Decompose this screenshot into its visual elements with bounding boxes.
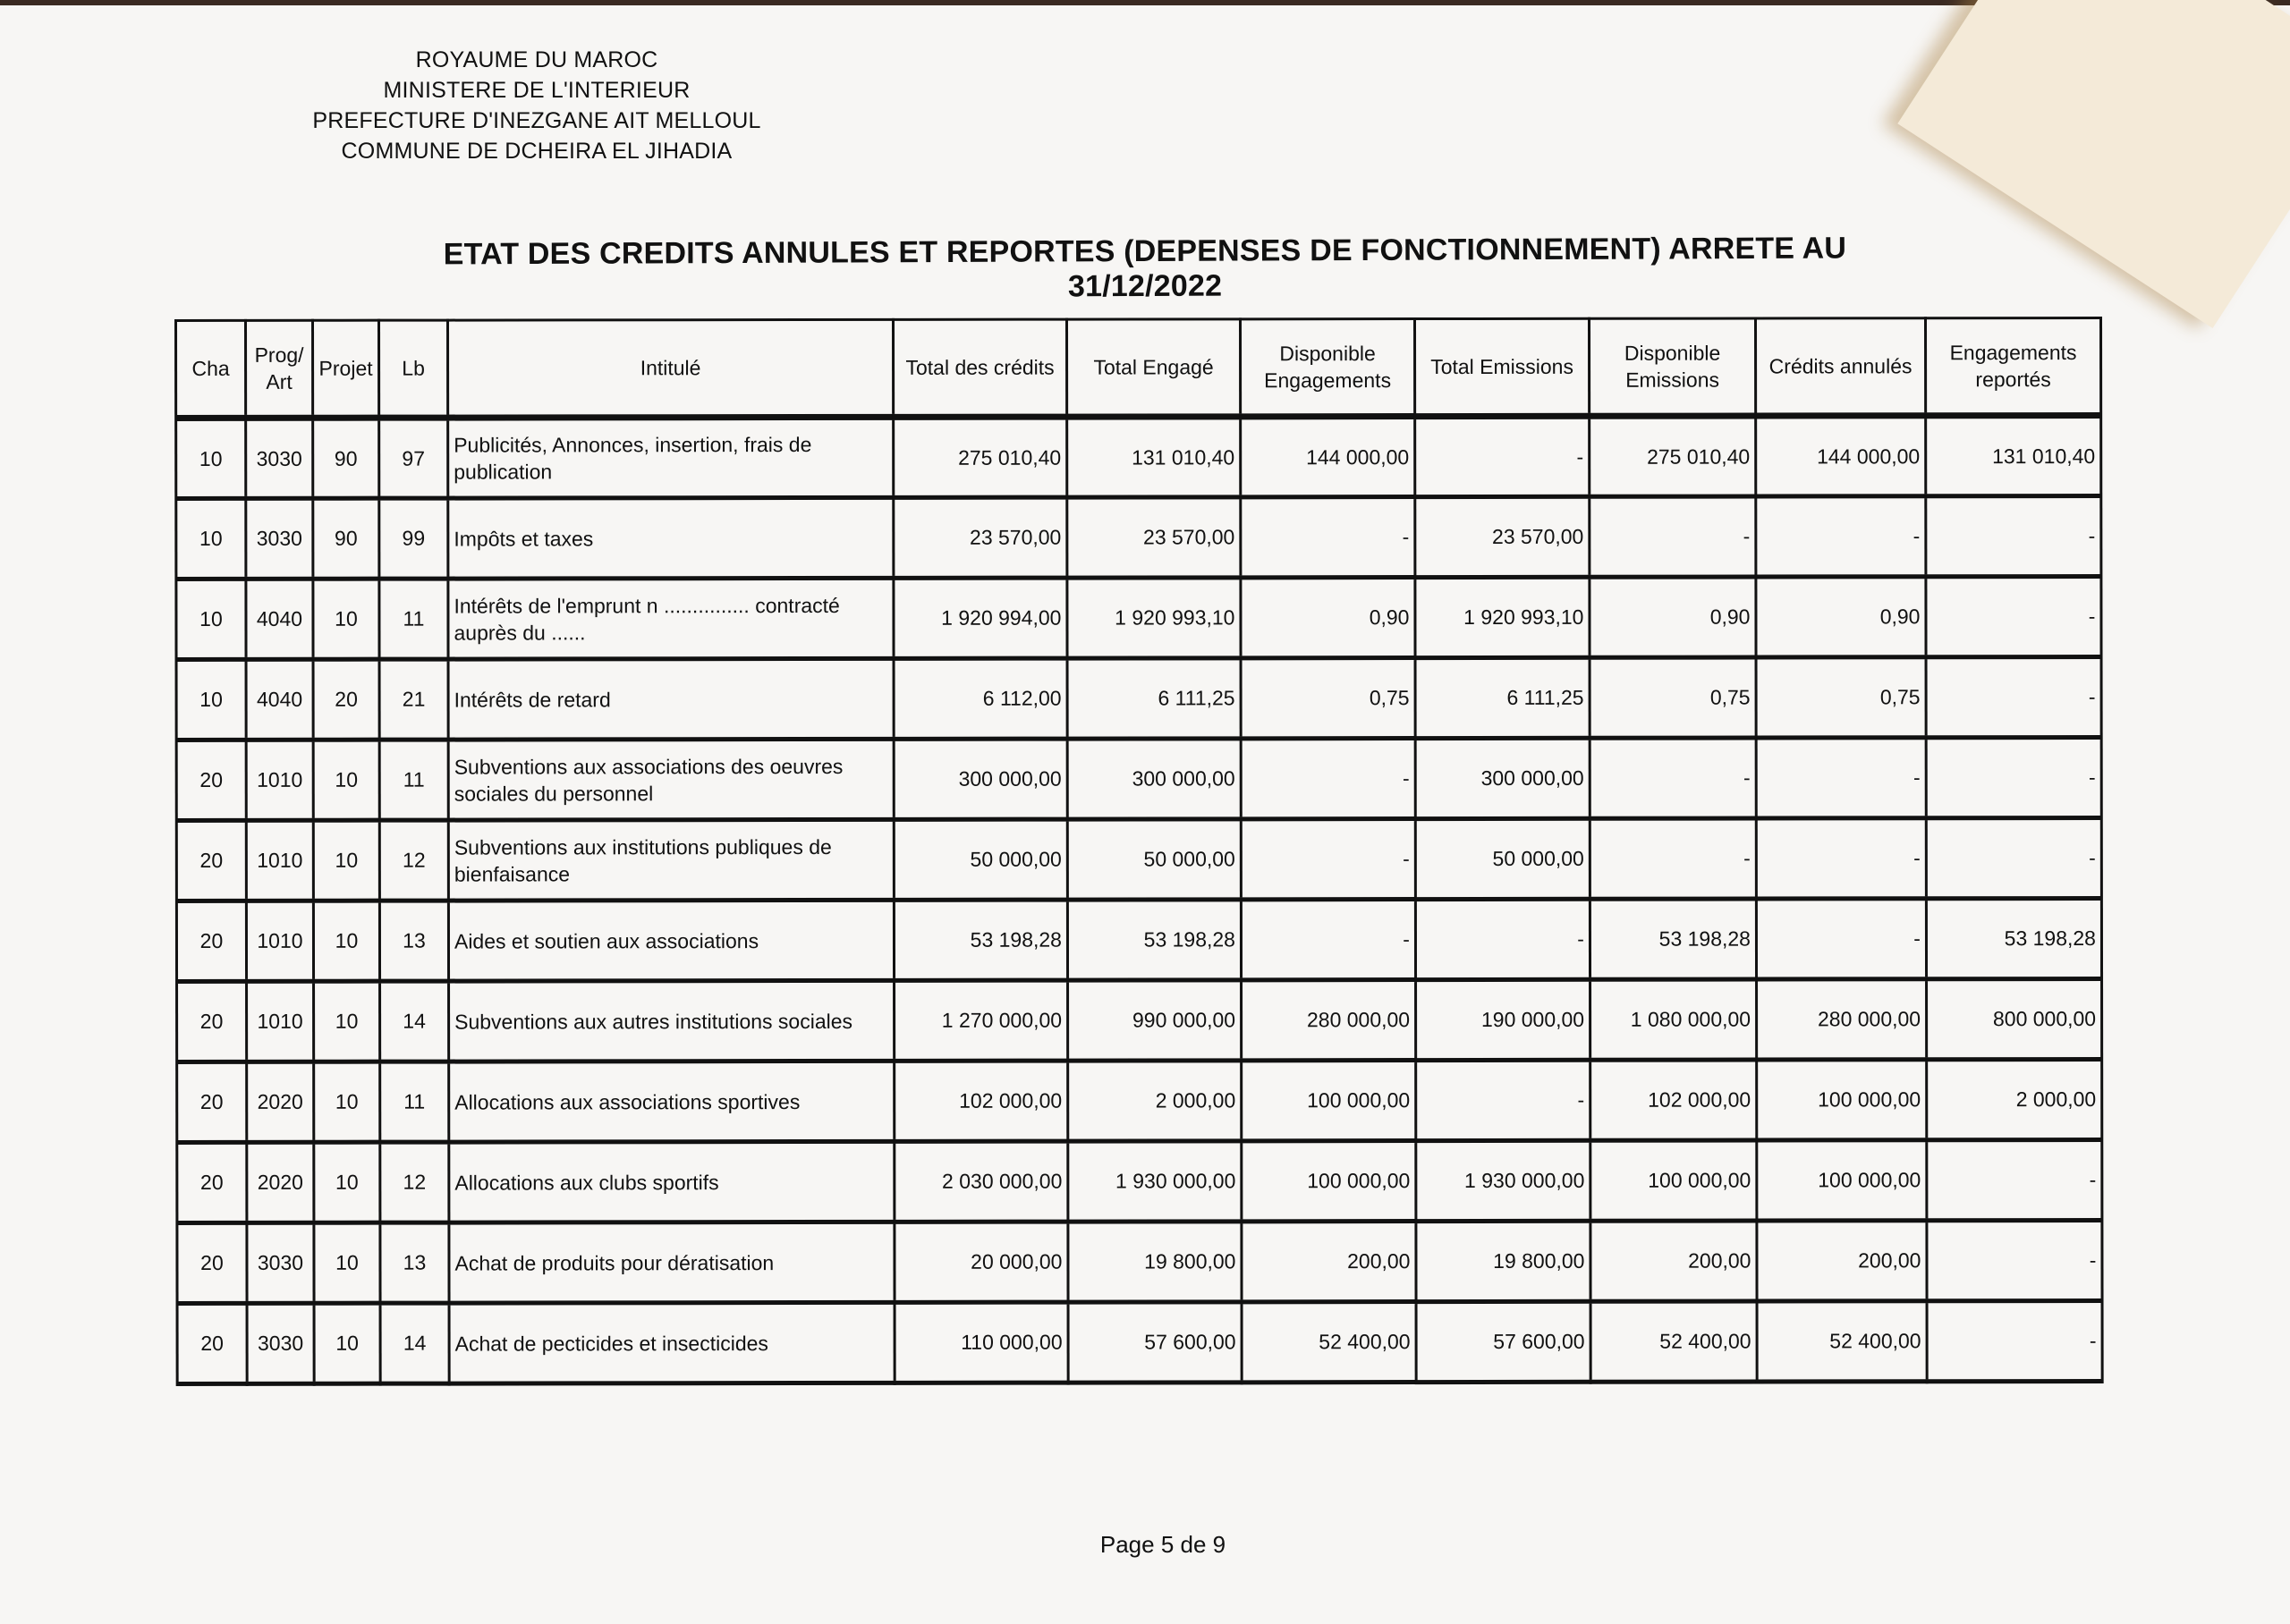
cell-total-engage: 50 000,00 [1067, 819, 1241, 900]
cell-projet: 90 [313, 498, 379, 579]
table-header-row [176, 317, 2101, 418]
photo-edge [0, 0, 2290, 5]
table-row [177, 1220, 2102, 1303]
cell-disponible-engagements: - [1241, 739, 1415, 819]
cell-prog-art: 3030 [246, 498, 313, 579]
cell-prog-art: 3030 [247, 1303, 314, 1383]
cell-total-emissions: - [1415, 416, 1590, 496]
cell-total-credits: 6 112,00 [894, 658, 1067, 739]
cell-total-emissions: 1 920 993,10 [1415, 577, 1590, 657]
cell-prog-art: 1010 [246, 820, 313, 901]
cell-projet: 10 [314, 1062, 380, 1142]
cell-lb: 11 [379, 740, 448, 820]
cell-engagements-reportes: - [1927, 1220, 2102, 1300]
cell-credits-annules: 200,00 [1757, 1221, 1927, 1301]
cell-total-emissions: - [1416, 1060, 1590, 1140]
cell-intitule: Subventions aux autres institutions sociales [449, 980, 895, 1062]
cell-disponible-engagements: 52 400,00 [1242, 1302, 1416, 1383]
cell-disponible-emissions: - [1590, 738, 1756, 818]
cell-lb: 99 [379, 498, 448, 579]
cell-total-emissions: - [1415, 899, 1590, 979]
cell-engagements-reportes: - [1926, 495, 2101, 576]
cell-projet: 10 [313, 579, 379, 659]
cell-total-emissions: 50 000,00 [1415, 818, 1590, 899]
cell-total-credits: 275 010,40 [894, 417, 1067, 497]
header-cha: Cha [176, 320, 246, 418]
table-row [176, 415, 2101, 498]
table-row [176, 576, 2101, 659]
cell-total-engage: 990 000,00 [1068, 980, 1242, 1061]
cell-intitule: Impôts et taxes [448, 497, 894, 579]
table-row [176, 495, 2101, 579]
cell-cha: 10 [176, 418, 246, 498]
cell-disponible-engagements: - [1241, 819, 1415, 900]
header-credits-annules: Crédits annulés [1756, 318, 1926, 416]
cell-intitule: Publicités, Annonces, insertion, frais de publication [448, 417, 894, 498]
cell-disponible-engagements: 100 000,00 [1242, 1061, 1416, 1141]
cell-total-emissions: 57 600,00 [1416, 1301, 1590, 1382]
cell-cha: 10 [176, 659, 246, 740]
cell-total-emissions: 300 000,00 [1415, 738, 1590, 818]
cell-total-emissions: 23 570,00 [1415, 496, 1590, 577]
cell-projet: 10 [314, 1222, 380, 1303]
cell-projet: 10 [313, 901, 379, 981]
cell-engagements-reportes: 131 010,40 [1926, 415, 2101, 495]
cell-engagements-reportes: - [1927, 1139, 2102, 1220]
header-disponible-engagements: Disponible Engagements [1241, 319, 1415, 417]
cell-engagements-reportes: - [1926, 817, 2101, 898]
cell-total-emissions: 6 111,25 [1415, 657, 1590, 738]
cell-total-emissions: 1 930 000,00 [1416, 1140, 1590, 1221]
cell-total-engage: 53 198,28 [1067, 900, 1241, 980]
cell-prog-art: 3030 [246, 418, 313, 498]
cell-credits-annules: 100 000,00 [1757, 1060, 1927, 1140]
cell-lb: 11 [379, 579, 448, 659]
cell-total-credits: 53 198,28 [894, 900, 1067, 980]
letterhead-line-commune: COMMUNE DE DCHEIRA EL JIHADIA [341, 139, 733, 164]
cell-engagements-reportes: 800 000,00 [1927, 978, 2102, 1059]
cell-disponible-engagements: 0,75 [1241, 658, 1415, 739]
cell-disponible-emissions: 275 010,40 [1590, 416, 1756, 496]
cell-intitule: Achat de pecticides et insecticides [449, 1302, 895, 1383]
cell-intitule: Intérêts de retard [448, 658, 894, 740]
cell-disponible-engagements: 280 000,00 [1242, 980, 1416, 1061]
cell-disponible-emissions: 0,75 [1590, 657, 1756, 738]
cell-total-engage: 131 010,40 [1067, 417, 1241, 497]
cell-engagements-reportes: - [1926, 576, 2101, 656]
cell-disponible-emissions: 100 000,00 [1590, 1140, 1757, 1221]
cell-credits-annules: 100 000,00 [1757, 1140, 1927, 1221]
cell-prog-art: 2020 [247, 1062, 314, 1142]
cell-prog-art: 4040 [246, 659, 313, 740]
cell-disponible-engagements: 0,90 [1241, 578, 1415, 658]
letterhead-line-ministry: MINISTERE DE L'INTERIEUR [383, 78, 691, 103]
cell-cha: 20 [177, 981, 247, 1062]
document-title: ETAT DES CREDITS ANNULES ET REPORTES (DEPENSES DE FONCTIONNEMENT) ARRETE AU 31/12/2022 [443, 231, 1847, 304]
credits-table [174, 317, 2104, 1386]
letterhead-line-prefecture: PREFECTURE D'INEZGANE AIT MELLOUL [312, 108, 761, 133]
cell-total-credits: 2 030 000,00 [895, 1141, 1068, 1222]
table-row [177, 1300, 2102, 1383]
cell-total-credits: 102 000,00 [895, 1061, 1068, 1141]
cell-intitule: Subventions aux associations des oeuvres sociales du personnel [448, 739, 894, 820]
cell-lb: 13 [380, 1222, 449, 1303]
table-row [177, 1139, 2102, 1222]
cell-engagements-reportes: 2 000,00 [1927, 1059, 2102, 1139]
table-row [176, 817, 2101, 901]
cell-total-credits: 20 000,00 [895, 1222, 1068, 1302]
cell-disponible-emissions: 102 000,00 [1590, 1060, 1757, 1140]
cell-cha: 20 [176, 740, 246, 820]
cell-engagements-reportes: 53 198,28 [1926, 898, 2101, 978]
cell-disponible-emissions: - [1590, 496, 1756, 577]
cell-prog-art: 2020 [247, 1142, 314, 1222]
cell-disponible-emissions: - [1590, 818, 1756, 899]
cell-cha: 10 [176, 498, 246, 579]
header-intitule: Intitulé [448, 319, 894, 418]
table-row [177, 1059, 2102, 1142]
cell-intitule: Subventions aux institutions publiques de bienfaisance [448, 819, 894, 901]
cell-projet: 10 [314, 1303, 380, 1383]
cell-engagements-reportes: - [1926, 656, 2101, 737]
cell-disponible-emissions: 52 400,00 [1590, 1301, 1757, 1382]
folded-page-corner [1897, 0, 2290, 328]
cell-projet: 10 [314, 1142, 380, 1222]
cell-intitule: Allocations aux clubs sportifs [449, 1141, 895, 1222]
cell-intitule: Intérêts de l'emprunt n ............... contracté auprès du ...... [448, 578, 894, 659]
cell-lb: 21 [379, 659, 448, 740]
cell-cha: 20 [176, 901, 246, 981]
cell-disponible-engagements: 144 000,00 [1241, 417, 1415, 497]
cell-disponible-engagements: - [1241, 900, 1415, 980]
cell-credits-annules: 52 400,00 [1757, 1301, 1927, 1382]
cell-disponible-emissions: 200,00 [1590, 1221, 1757, 1301]
cell-total-engage: 23 570,00 [1067, 497, 1241, 578]
header-prog-art: Prog/ Art [246, 320, 313, 418]
cell-total-engage: 2 000,00 [1068, 1061, 1242, 1141]
cell-cha: 20 [176, 820, 246, 901]
cell-prog-art: 1010 [247, 981, 314, 1062]
cell-total-engage: 1 930 000,00 [1068, 1141, 1242, 1222]
table-row [176, 898, 2101, 981]
cell-projet: 10 [313, 740, 379, 820]
cell-credits-annules: - [1756, 818, 1926, 899]
cell-lb: 11 [380, 1062, 449, 1142]
header-total-engage: Total Engagé [1067, 319, 1241, 417]
cell-cha: 10 [176, 579, 246, 659]
header-disponible-emissions: Disponible Emissions [1590, 318, 1756, 416]
cell-lb: 12 [380, 1142, 449, 1222]
cell-total-credits: 23 570,00 [894, 497, 1067, 578]
cell-lb: 97 [379, 418, 448, 498]
cell-lb: 12 [379, 820, 448, 901]
cell-total-emissions: 190 000,00 [1416, 979, 1590, 1060]
cell-total-engage: 6 111,25 [1067, 658, 1241, 739]
header-lb: Lb [379, 320, 448, 418]
header-engagements-reportes: Engagements reportés [1926, 317, 2101, 415]
cell-intitule: Achat de produits pour dératisation [449, 1222, 895, 1303]
cell-lb: 14 [380, 981, 449, 1062]
cell-engagements-reportes: - [1926, 737, 2101, 817]
cell-lb: 13 [379, 901, 448, 981]
cell-total-engage: 19 800,00 [1068, 1222, 1242, 1302]
header-total-credits: Total des crédits [894, 319, 1067, 417]
cell-prog-art: 4040 [246, 579, 313, 659]
cell-prog-art: 1010 [246, 740, 313, 820]
cell-disponible-emissions: 0,90 [1590, 577, 1756, 657]
page-number: Page 5 de 9 [1099, 1531, 1226, 1558]
cell-prog-art: 1010 [246, 901, 313, 981]
cell-total-credits: 110 000,00 [895, 1302, 1068, 1383]
table-row [177, 978, 2102, 1062]
cell-cha: 20 [177, 1303, 247, 1383]
cell-intitule: Aides et soutien aux associations [448, 900, 894, 981]
cell-disponible-emissions: 1 080 000,00 [1590, 979, 1757, 1060]
cell-projet: 10 [314, 981, 380, 1062]
cell-disponible-engagements: 200,00 [1242, 1222, 1416, 1302]
cell-total-emissions: 19 800,00 [1416, 1221, 1590, 1301]
cell-credits-annules: - [1756, 496, 1926, 577]
cell-cha: 20 [177, 1142, 247, 1222]
cell-total-engage: 57 600,00 [1068, 1302, 1242, 1383]
cell-total-engage: 1 920 993,10 [1067, 578, 1241, 658]
cell-credits-annules: 0,90 [1756, 577, 1926, 657]
cell-engagements-reportes: - [1927, 1300, 2102, 1381]
cell-total-credits: 300 000,00 [894, 739, 1067, 819]
cell-credits-annules: 280 000,00 [1757, 979, 1927, 1060]
cell-credits-annules: - [1756, 738, 1926, 818]
cell-cha: 20 [177, 1222, 247, 1303]
cell-credits-annules: 0,75 [1756, 657, 1926, 738]
cell-intitule: Allocations aux associations sportives [449, 1061, 895, 1142]
cell-total-credits: 1 920 994,00 [894, 578, 1067, 658]
header-total-emissions: Total Emissions [1415, 318, 1590, 416]
letterhead [268, 45, 805, 166]
cell-disponible-emissions: 53 198,28 [1590, 899, 1756, 979]
cell-projet: 20 [313, 659, 379, 740]
cell-prog-art: 3030 [247, 1222, 314, 1303]
letterhead-line-kingdom: ROYAUME DU MAROC [415, 47, 658, 72]
cell-disponible-engagements: 100 000,00 [1242, 1141, 1416, 1222]
cell-credits-annules: - [1756, 899, 1926, 979]
cell-total-credits: 1 270 000,00 [895, 980, 1068, 1061]
cell-lb: 14 [380, 1303, 449, 1383]
cell-projet: 90 [313, 418, 379, 498]
cell-total-engage: 300 000,00 [1067, 739, 1241, 819]
cell-total-credits: 50 000,00 [894, 819, 1067, 900]
table-row [176, 656, 2101, 740]
cell-projet: 10 [313, 820, 379, 901]
table-row [176, 737, 2101, 820]
cell-credits-annules: 144 000,00 [1756, 416, 1926, 496]
header-projet: Projet [313, 320, 379, 418]
cell-cha: 20 [177, 1062, 247, 1142]
cell-disponible-engagements: - [1241, 497, 1415, 578]
